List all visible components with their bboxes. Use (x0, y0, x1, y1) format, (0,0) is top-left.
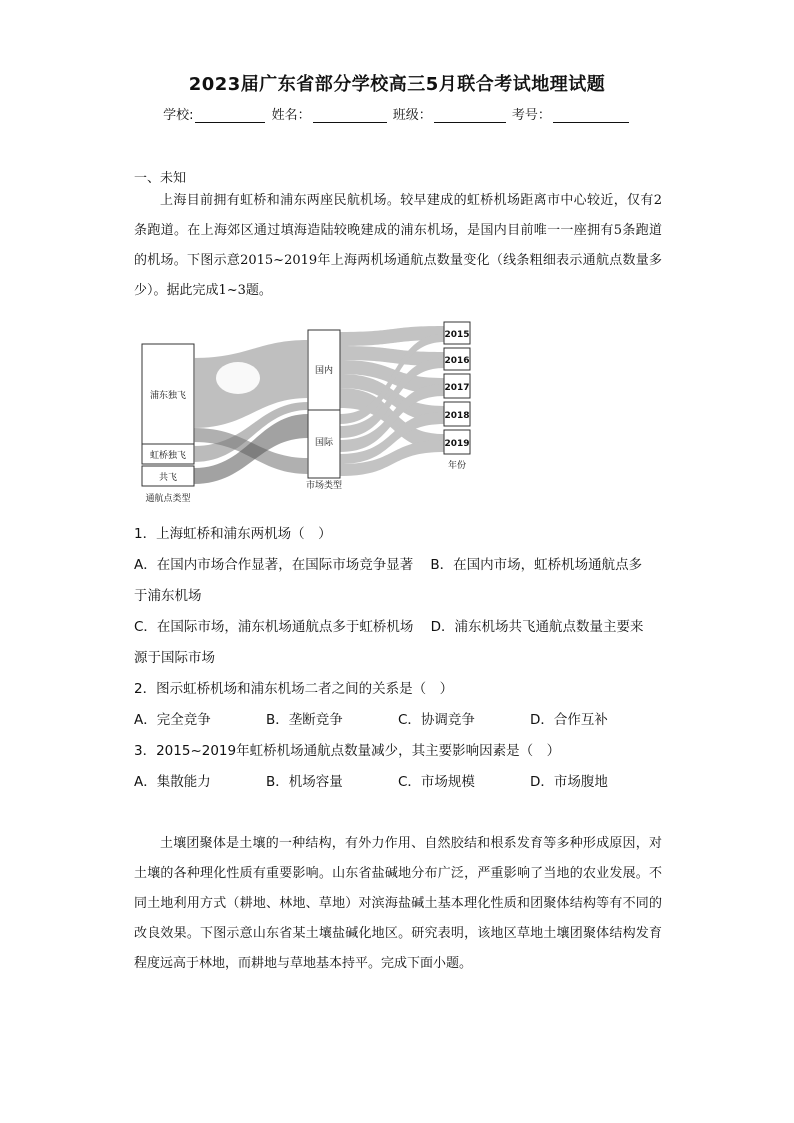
right-axis-title: 年份 (447, 461, 467, 471)
mid-node-label: 国际 (314, 438, 334, 448)
left-axis-title: 通航点类型 (145, 494, 191, 504)
year-label: 2016 (444, 356, 470, 366)
left-node-label: 共飞 (158, 473, 178, 483)
passage-2 (134, 829, 662, 979)
question-options (134, 767, 662, 798)
year-label: 2017 (444, 383, 470, 393)
left-node-label: 浦东独飞 (149, 391, 187, 401)
question-stem: 3．2015~2019年虹桥机场通航点数量减少，其主要影响因素是（ ） (134, 743, 561, 759)
option-a[interactable]: A．集散能力 (134, 774, 211, 790)
option-a[interactable]: A．在国内市场合作显著，在国际市场竞争显著 (134, 557, 414, 573)
year-label: 2015 (444, 330, 470, 340)
airport-route-flow-figure (138, 318, 480, 510)
class-field[interactable] (434, 108, 506, 123)
exam-no-field[interactable] (553, 108, 629, 123)
school-label: 学校: (163, 108, 194, 123)
name-label: 姓名： (271, 108, 311, 123)
question-stem: 1．上海虹桥和浦东两机场（ ） (134, 526, 332, 542)
passage-1 (134, 186, 662, 306)
option-d[interactable]: D．浦东机场共飞通航点数量主要来 (430, 619, 644, 635)
year-label: 2019 (444, 439, 470, 449)
passage-2-text: 土壤团聚体是土壤的一种结构，有外力作用、自然胶结和根系发育等多种形成原因，对土壤的各种理化性质有重要影响。山东省盐碱地分布广泛，严重影响了当地的农业发展。不同土地利用方式（耕地、林地、草地）对滨海盐碱土基本理化性质和团聚体结构等有不同的改良效果。下图示意山东省某土壤盐碱化地区。研究表明，该地区草地土壤团聚体结构发育程度远高于林地，而耕地与草地基本持平。完成下面小题。 (134, 836, 662, 971)
option-d[interactable]: D．合作互补 (530, 712, 608, 728)
page-title: 2023届广东省部分学校高三5月联合考试地理试题 (188, 74, 606, 95)
name-field[interactable] (313, 108, 387, 123)
exam-no-label: 考号： (511, 108, 551, 123)
option-d[interactable]: D．市场腹地 (530, 774, 608, 790)
option-d-continued: 源于国际市场 (134, 650, 215, 666)
question-stem: 2．图示虹桥机场和浦东机场二者之间的关系是（ ） (134, 681, 454, 697)
question-1 (134, 519, 662, 674)
option-a[interactable]: A．完全竞争 (134, 712, 211, 728)
option-b[interactable]: B．机场容量 (266, 774, 343, 790)
mid-axis-title: 市场类型 (305, 481, 343, 491)
section-heading: 一、未知 (134, 171, 187, 186)
left-node-label: 虹桥独飞 (149, 451, 187, 461)
mid-node-column (308, 330, 340, 478)
question-option-line (134, 550, 662, 581)
option-b[interactable]: B．垄断竞争 (266, 712, 343, 728)
question-options (134, 705, 662, 736)
question-3 (134, 736, 662, 798)
option-b-continued: 于浦东机场 (134, 588, 202, 604)
school-field[interactable] (195, 108, 265, 123)
question-2 (134, 674, 662, 736)
class-label: 班级： (392, 108, 432, 123)
year-label: 2018 (444, 411, 470, 421)
question-option-line (134, 612, 662, 643)
mid-node-label: 国内 (314, 366, 334, 376)
option-c[interactable]: C．协调竞争 (398, 712, 475, 728)
student-info-line (0, 104, 794, 123)
option-b[interactable]: B．在国内市场，虹桥机场通航点多 (430, 557, 643, 573)
option-c[interactable]: C．在国际市场，浦东机场通航点多于虹桥机场 (134, 619, 414, 635)
option-c[interactable]: C．市场规模 (398, 774, 475, 790)
passage-1-text: 上海目前拥有虹桥和浦东两座民航机场。较早建成的虹桥机场距离市中心较近，仅有2条跑道。在上海郊区通过填海造陆较晚建成的浦东机场，是国内目前唯一一座拥有5条跑道的机场。下图示意2015~2019年上海两机场通航点数量变化（线条粗细表示通航点数量多少）。据此完成1~3题。 (134, 193, 662, 298)
